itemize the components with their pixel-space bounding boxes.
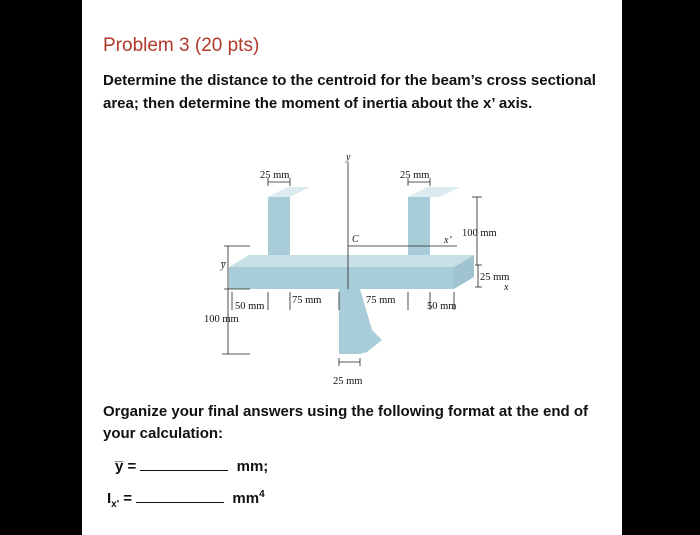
beam-shape [229, 187, 474, 354]
ix-equals: = [123, 490, 133, 507]
right-rib-top [408, 187, 460, 197]
flange-face [229, 267, 454, 289]
x-axis-label: x [504, 282, 509, 293]
dim-25mm-flange: 25 mm [480, 272, 510, 283]
problem-prompt: Determine the distance to the centroid for the beam’s cross sectional area; then determine the moment of inertia about the x’ axis. [103, 72, 596, 112]
flange-top [229, 255, 474, 267]
ix-blank [136, 501, 224, 503]
ybar-unit: mm; [236, 458, 269, 475]
ix-unit-superscript: 4 [259, 489, 265, 500]
ybar-answer-line [115, 458, 268, 475]
x-prime-label: x’ [444, 235, 452, 246]
ybar-label: y̅ = [115, 458, 137, 475]
instructions-text: Organize your final answers using the following format at the end of your calculation: [103, 403, 589, 442]
ix-unit: mm [232, 490, 260, 507]
dim-100mm-right: 100 mm [462, 228, 497, 239]
dim-25mm-right: 25 mm [400, 170, 430, 181]
left-rib-top [268, 187, 310, 197]
dim-75mm-right: 75 mm [366, 295, 396, 306]
dim-50mm-right: 50 mm [427, 301, 457, 312]
dim-100mm-left: 100 mm [204, 314, 239, 325]
dim-50mm-left: 50 mm [235, 301, 265, 312]
dim-25mm-left: 25 mm [260, 170, 290, 181]
ybar-blank [140, 469, 228, 471]
dim-25mm-bottom: 25 mm [333, 376, 363, 387]
dim-75mm-left: 75 mm [292, 295, 322, 306]
ix-label: I [107, 490, 112, 507]
y-axis-label: y [346, 152, 351, 163]
ybar-dim-label: y̅ [221, 260, 226, 271]
ix-answer-line [107, 489, 265, 510]
problem-title: Problem 3 (20 pts) [103, 35, 260, 56]
beam-cross-section-figure [82, 0, 622, 400]
centroid-label: C [352, 234, 359, 245]
ix-label-subscript: x' [111, 499, 120, 510]
problem-card [82, 0, 622, 535]
